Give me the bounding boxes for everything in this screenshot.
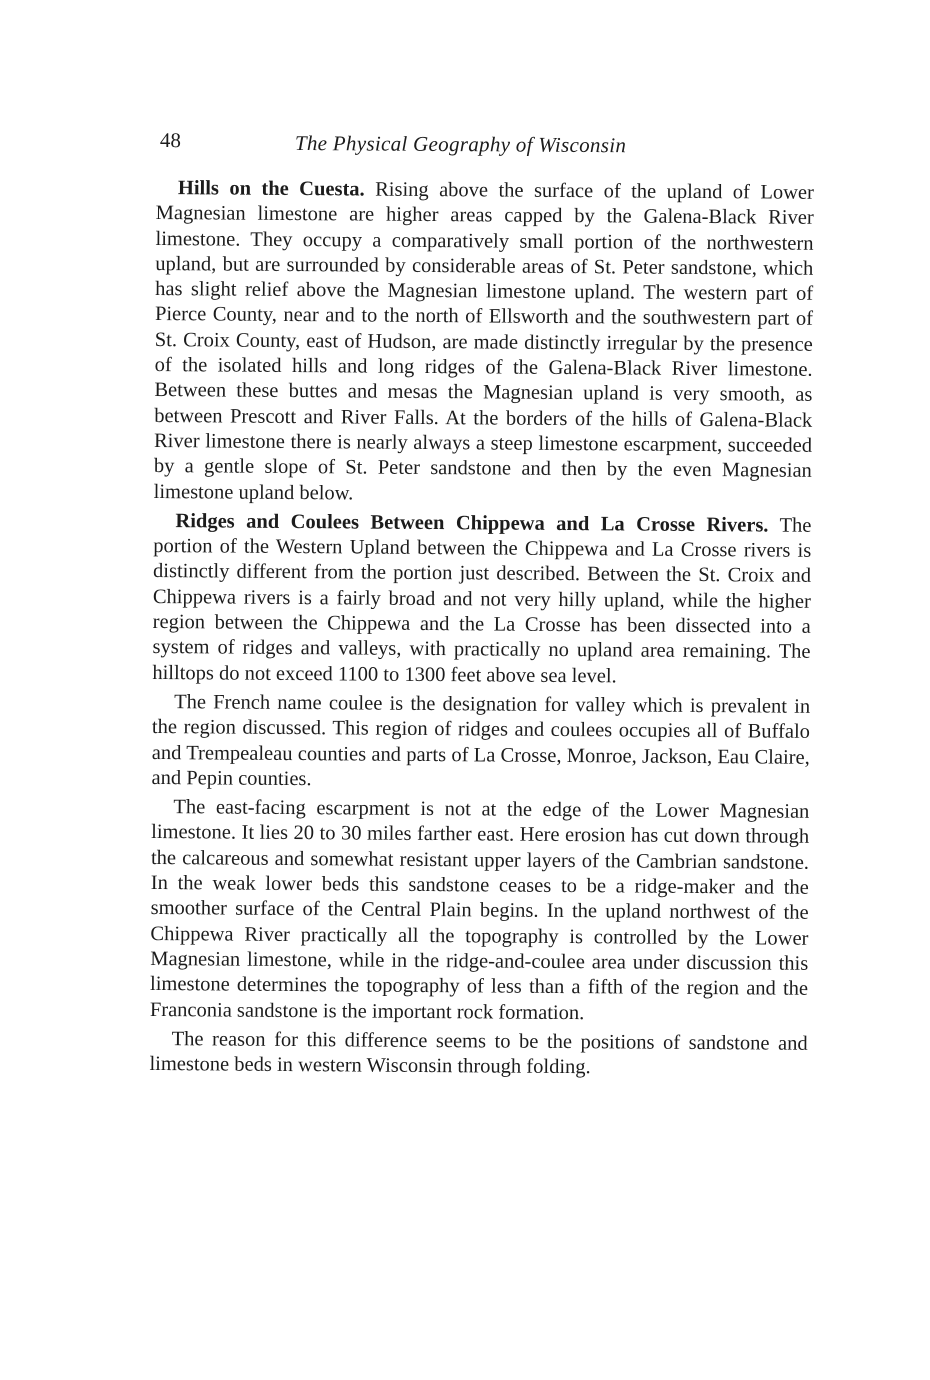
paragraph-text: The east-facing escarpment is not at the edge of the Lower Magnesian limestone. It lies 20 to 30 miles farther east. Here erosion has cut down through the calcareous and somewhat resistant upper layers of the Cambrian sandstone. In the weak lower beds this sandstone ceases to be a ridge-maker and the smoother surface of the Central Plain begins. In the upland northwest of the Chippewa River practically all the topography is controlled by the Lower Magnesian limestone, while in the ridge-and-coulee area under discussion this limestone determines the topography of less than a fifth of the region and the Franconia sandstone is the important rock formation.	[149, 796, 810, 1024]
section-heading-hills-on-the-cuesta: Hills on the Cuesta.	[177, 177, 365, 201]
paragraph-text: The portion of the Western Upland between the Chippewa and La Crosse rivers is distinctly different from the portion just described. Between the St. Croix and Chippewa rivers is a fairly broad and not very hilly upland, while the higher region between the Chippewa and the La Crosse has been dissected into a system of ridges and valleys, with practically no upland area remaining. The hilltops do not exceed 1100 to 1300 feet above sea level.	[152, 514, 812, 688]
paragraph-coulee-name	[151, 690, 810, 796]
paragraph-hills-on-the-cuesta	[154, 176, 814, 510]
page-number: 48	[159, 128, 181, 153]
paragraph-text: Rising above the surface of the upland of Lower Magnesian limestone are higher areas capped by the Galena-Black River limestone. They occupy a comparatively small portion of the northwestern upland, but are surrounded by considerable areas of St. Peter sandstone, which has slight relief above the Magnesian limestone upland. The western part of Pierce County, near and to the north of Ellsworth and the southwestern part of St. Croix County, east of Hudson, are made distinctly irregular by the presence of the isolated hills and long ridges of the Galena-Black River limestone. Between these buttes and mesas the Magnesian upland is very smooth, as between Prescott and River Falls. At the borders of the hills of Galena-Black River limestone there is nearly always a steep limestone escarpment, succeeded by a gentle slope of St. Peter sandstone and then by the even Magnesian limestone upland below.	[153, 178, 814, 505]
section-heading-ridges-and-coulees: Ridges and Coulees Between Chippewa and La Crosse Rivers.	[175, 510, 769, 537]
running-title: The Physical Geography of Wisconsin	[294, 130, 627, 158]
page-header	[160, 128, 720, 162]
paragraph-folding	[149, 1027, 807, 1082]
paragraph-escarpment	[150, 795, 810, 1027]
paragraph-text: The French name coulee is the designation for valley which is prevalent in the region discussed. This region of ridges and coulees occupies all of Buffalo and Trempealeau counties and parts of La Crosse, Monroe, Jackson, Eau Claire, and Pepin counties.	[151, 691, 811, 790]
paragraph-text: The reason for this difference seems to be the positions of sandstone and limestone beds in western Wisconsin through folding.	[149, 1027, 808, 1079]
body-text	[149, 176, 814, 1086]
paragraph-ridges-and-coulees	[152, 509, 811, 691]
